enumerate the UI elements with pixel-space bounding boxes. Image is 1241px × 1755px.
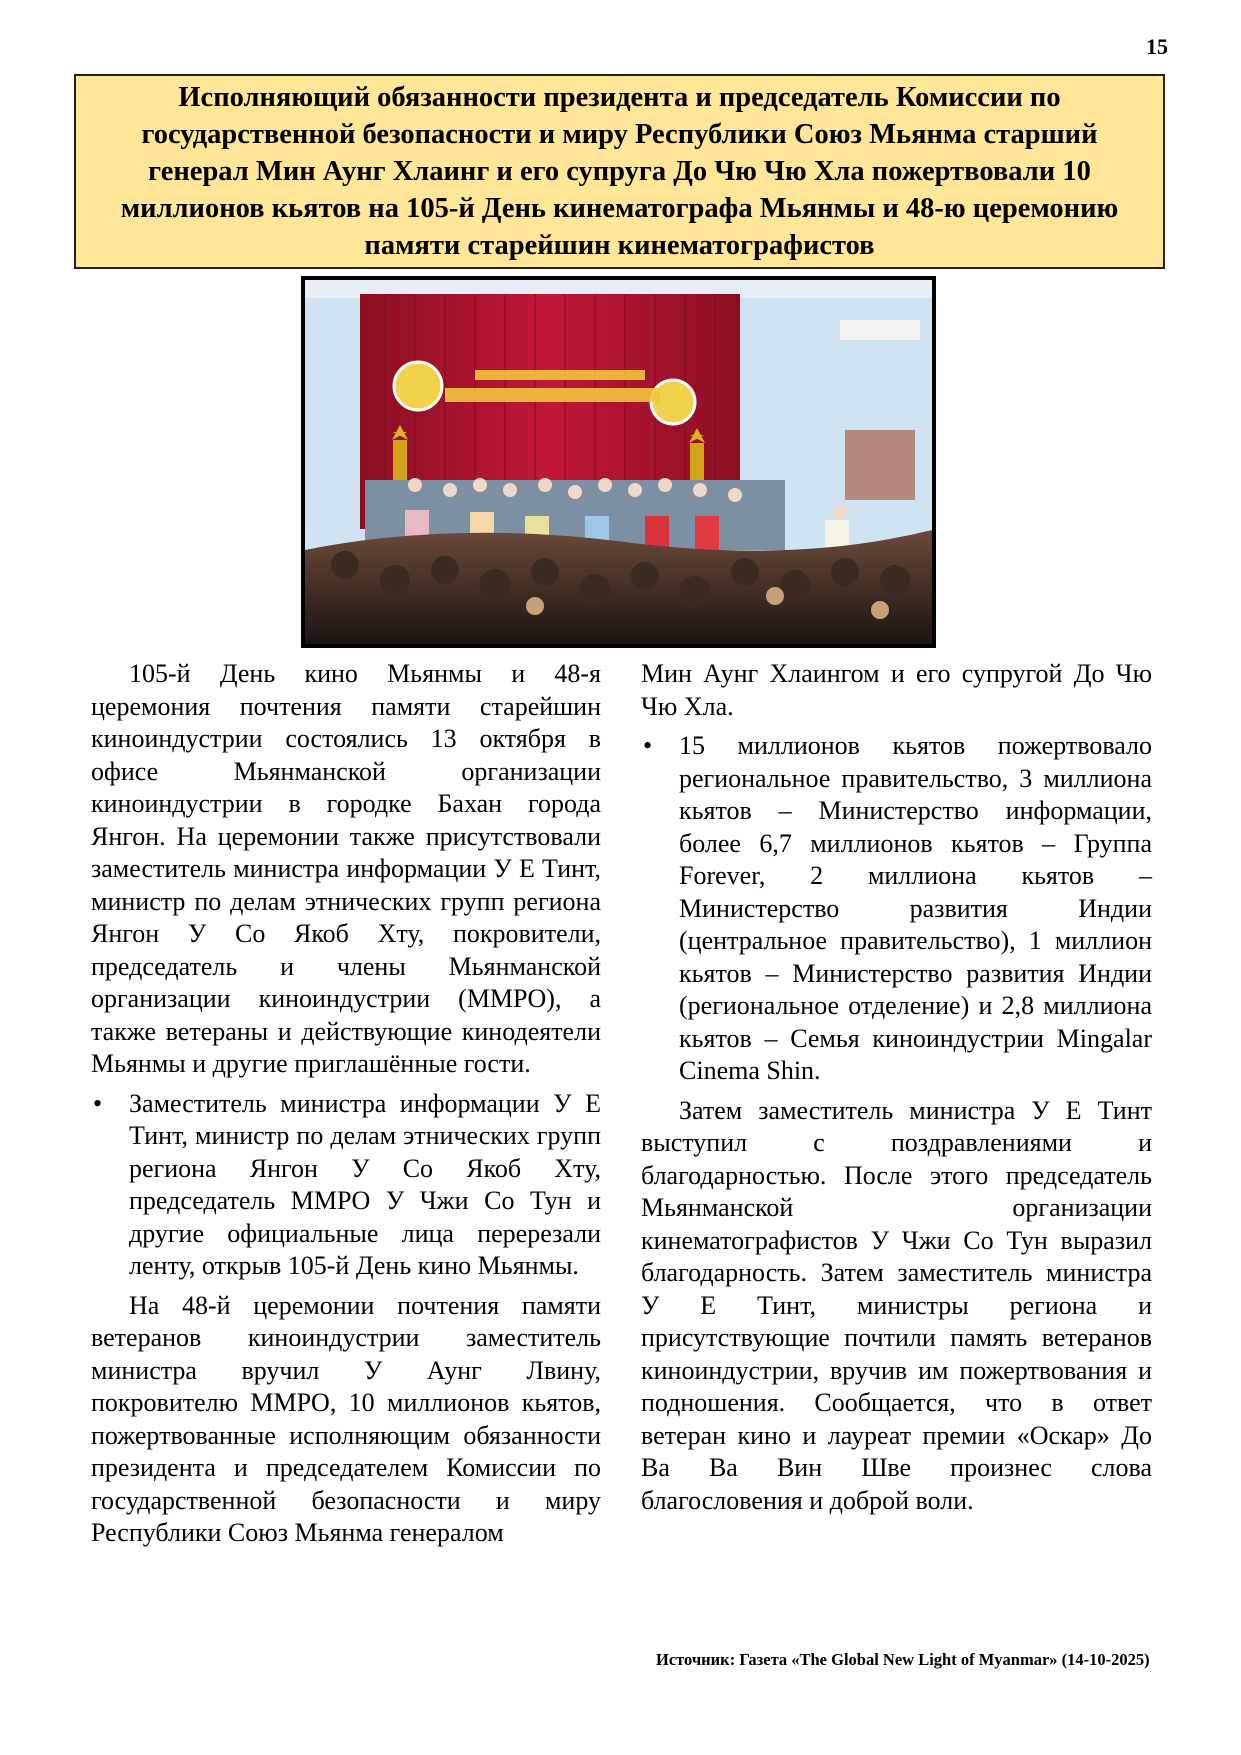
bullet-text: Заместитель министра информации У Е Тинт, министр по делам этнических групп региона Янгон У Со Якоб Хту, председатель MMPO У Чжи Со Тун и другие официальные лица перерезали ленту, открыв 105-й День кино Мьянмы. [129, 1088, 601, 1280]
banner-text-line-1 [475, 370, 645, 380]
article-paragraph: На 48-й церемонии почтения памяти ветеранов киноиндустрии заместитель министра вручил У Аунг Лвину, покровителю MMPO, 10 миллионов кьятов, пожертвованные исполняющим обязанности президента и председателем Комиссии по государственной безопасности и миру Республики Союз Мьянма генералом [91, 1290, 601, 1547]
article-paragraph: Затем заместитель министра У Е Тинт выступил с поздравлениями и благодарностью. После этого председатель Мьянманской организации кинематографистов У Чжи Со Тун выразил благодарность. Затем заместитель министра У Е Тинт, министры региона и присутствующие почтили память ветеранов киноиндустрии, вручив им пожертвования и подношения. Сообщается, что в ответ ветеран кино и лауреат премии «Оскар» До Ва Ва Вин Шве произнес слова благословения и доброй воли. [641, 1095, 1152, 1515]
bullet-icon: • [93, 1088, 103, 1118]
bullet-list-item [641, 730, 1152, 1088]
article-right-column [641, 658, 1152, 1524]
source-credit: Источник: Газета «The Global New Light of Myanmar» (14-10-2025) [656, 1650, 1150, 1669]
ceremony-photo [301, 276, 936, 648]
side-wall [845, 430, 915, 500]
ceremony-photo-icon [305, 280, 932, 644]
headline-box [74, 74, 1165, 269]
air-conditioner [840, 320, 920, 340]
headline: Исполняющий обязанности президента и председатель Комиссии по государственной безопасности и миру Республики Союз Мьянма старший генерал Мин Аунг Хлаинг и его супруга До Чю Чю Хла пожертвовали 10 миллионов кьятов на 105-й День кинематографа Мьянмы и 48-ю церемонию памяти старейшин кинематографистов [120, 82, 1119, 261]
article-paragraph: 105-й День кино Мьянмы и 48-я церемония почтения памяти старейшин киноиндустрии состоялись 13 октября в офисе Мьянманской организации киноиндустрии в городке Бахан города Янгон. На церемонии также присутствовали заместитель министра информации У Е Тинт, министр по делам этнических групп региона Янгон У Со Якоб Хту, покровители, председатель и члены Мьянманской организации киноиндустрии (MMPO), а также ветераны и действующие кинодеятели Мьянмы и другие приглашённые гости. [91, 659, 601, 1078]
bullet-text: 15 миллионов кьятов пожертвовало региональное правительство, 3 миллиона кьятов – Министерство информации, более 6,7 миллионов кьятов – Группа Forever, 2 миллиона кьятов – Министерство развития Индии (центральное правительство), 1 миллион кьятов – Министерство развития Индии (региональное отделение) и 2,8 миллиона кьятов – Семья киноиндустрии Mingalar Cinema Shin. [679, 731, 1152, 1085]
bullet-list-item [91, 1088, 601, 1283]
logo-left [394, 362, 442, 410]
banner-text-line-2 [445, 388, 660, 402]
article-paragraph-continued: Мин Аунг Хлаингом и его супругой До Чю Чю Хла. [641, 659, 1152, 721]
bullet-icon: • [643, 731, 653, 760]
article-left-column [91, 658, 601, 1557]
page-number: 15 [1146, 34, 1168, 59]
